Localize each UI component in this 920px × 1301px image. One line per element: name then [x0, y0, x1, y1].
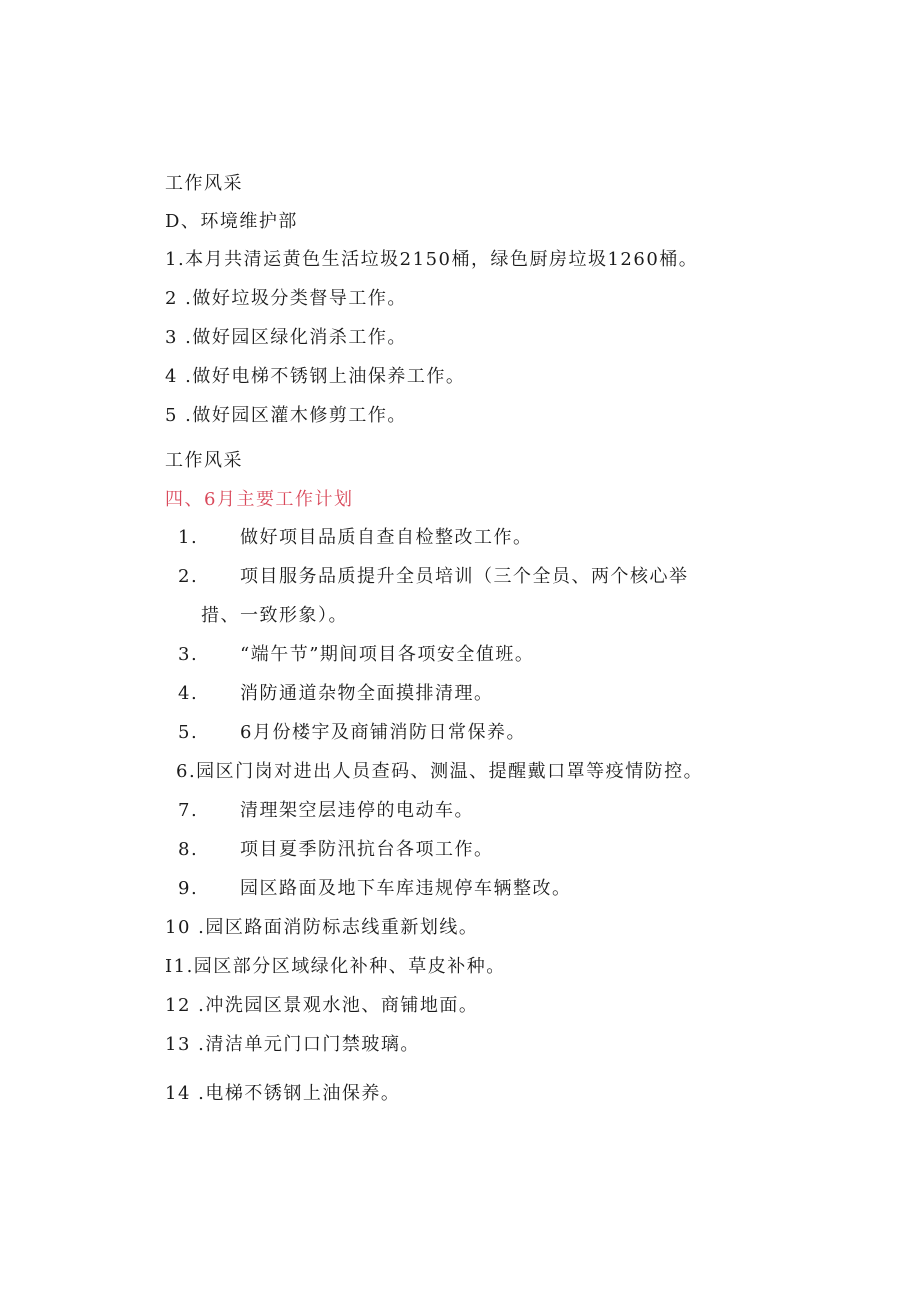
plan-item-text: 项目服务品质提升全员培训（三个全员、两个核心举	[240, 566, 689, 587]
photo-caption-bottom: 工作风采	[165, 450, 243, 471]
plan-item: 6.园区门岗对进出人员查码、测温、提醒戴口罩等疫情防控。	[176, 761, 704, 782]
photo-caption-top: 工作风采	[165, 173, 243, 194]
plan-item	[178, 682, 494, 706]
plan-item: 13 .清洁单元门口门禁玻璃。	[165, 1034, 420, 1055]
plan-item-text: 6月份楼宇及商铺消防日常保养。	[240, 722, 526, 743]
plan-item-text: “端午节”期间项目各项安全值班。	[240, 644, 535, 665]
section-4-heading: 四、6月主要工作计划	[165, 489, 354, 510]
plan-item-number: 8.	[178, 839, 199, 860]
plan-item-number: 5.	[178, 722, 199, 743]
plan-item	[178, 838, 494, 862]
plan-item-text: 项目夏季防汛抗台各项工作。	[240, 839, 494, 860]
plan-item-number: 2.	[178, 566, 199, 587]
plan-item-number: 7.	[178, 800, 199, 821]
plan-item-number: 1.	[178, 527, 199, 548]
plan-item-number: 9.	[178, 878, 199, 899]
plan-item	[178, 799, 474, 823]
section-d-heading: D、环境维护部	[165, 211, 298, 232]
plan-item-number: 4.	[178, 683, 199, 704]
plan-item-continuation: 措、一致形象）。	[201, 605, 348, 626]
plan-item-number: 3.	[178, 644, 199, 665]
plan-item-text: 做好项目品质自查自检整改工作。	[240, 527, 533, 548]
plan-item: 12 .冲洗园区景观水池、商铺地面。	[165, 995, 479, 1016]
plan-item	[178, 877, 572, 901]
plan-item	[178, 565, 689, 589]
list-item: 2 .做好垃圾分类督导工作。	[165, 288, 407, 309]
plan-item-text: 园区路面及地下车库违规停车辆整改。	[240, 878, 572, 899]
plan-item	[178, 643, 534, 667]
list-item: 4 .做好电梯不锈钢上油保养工作。	[165, 366, 466, 387]
list-item: 3 .做好园区绿化消杀工作。	[165, 327, 407, 348]
plan-item	[178, 526, 533, 550]
plan-item: 10 .园区路面消防标志线重新划线。	[165, 917, 479, 938]
plan-item-text: 清理架空层违停的电动车。	[240, 800, 474, 821]
list-item: 1.本月共清运黄色生活垃圾2150桶，绿色厨房垃圾1260桶。	[165, 249, 699, 270]
plan-item: I1.园区部分区域绿化补种、草皮补种。	[165, 956, 506, 977]
list-item: 5 .做好园区灌木修剪工作。	[165, 405, 407, 426]
plan-item	[178, 721, 526, 745]
plan-item-text: 消防通道杂物全面摸排清理。	[240, 683, 494, 704]
plan-item: 14 .电梯不锈钢上油保养。	[165, 1083, 401, 1104]
